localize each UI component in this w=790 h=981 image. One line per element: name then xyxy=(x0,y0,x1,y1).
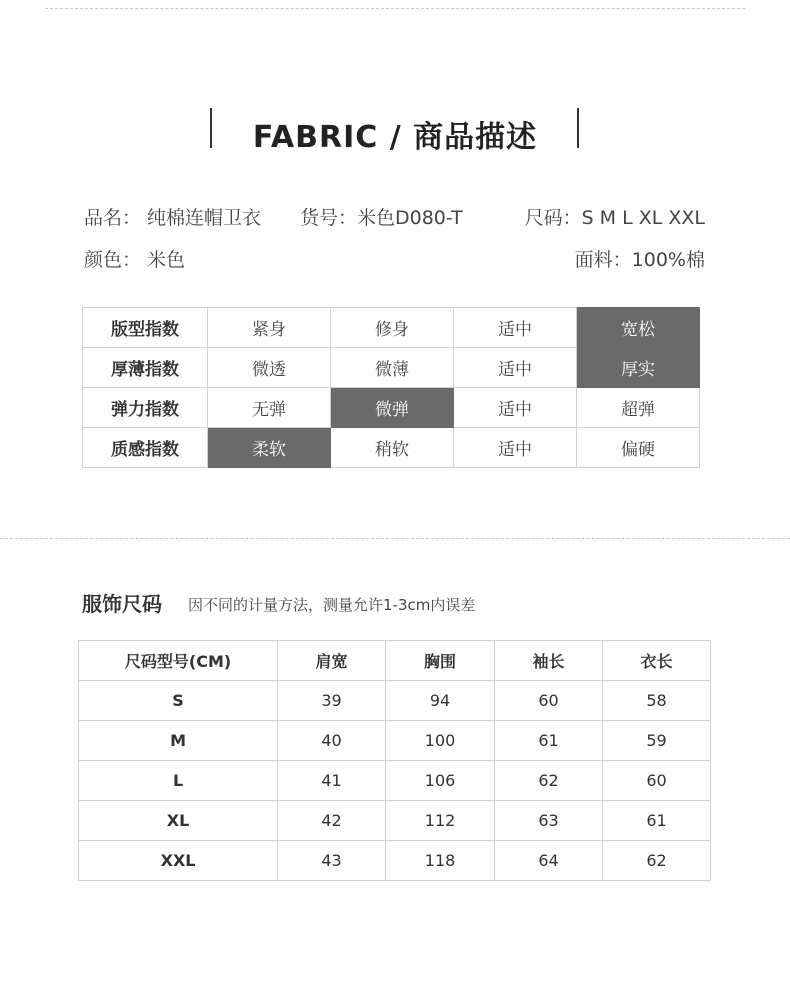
size-row xyxy=(79,841,711,881)
index-row-label: 质感指数 xyxy=(83,428,208,468)
index-option-selected: 微弹 xyxy=(331,388,454,428)
index-option: 适中 xyxy=(454,388,577,428)
middle-divider xyxy=(0,538,790,539)
size-value-cell: 100 xyxy=(386,721,495,761)
index-row xyxy=(83,308,700,348)
index-row-label: 厚薄指数 xyxy=(83,348,208,388)
size-value-cell: 41 xyxy=(278,761,386,801)
index-option-selected: 柔软 xyxy=(208,428,331,468)
size-label-cell: M xyxy=(79,721,278,761)
size-row xyxy=(79,801,711,841)
size-value-cell: 62 xyxy=(495,761,603,801)
index-row-label: 弹力指数 xyxy=(83,388,208,428)
section-title xyxy=(0,108,790,155)
size-value-cell: 61 xyxy=(495,721,603,761)
index-option: 适中 xyxy=(454,348,577,388)
size-label-cell: XL xyxy=(79,801,278,841)
index-option-selected: 宽松 xyxy=(577,308,700,348)
top-divider xyxy=(45,8,745,9)
index-row xyxy=(83,388,700,428)
size-section-title: 服饰尺码 xyxy=(82,592,162,616)
index-option-selected: 厚实 xyxy=(577,348,700,388)
index-option: 微透 xyxy=(208,348,331,388)
index-option: 无弹 xyxy=(208,388,331,428)
fit-index-table xyxy=(82,307,700,468)
size-value-cell: 112 xyxy=(386,801,495,841)
size-column-header: 袖长 xyxy=(495,641,603,681)
index-option: 修身 xyxy=(331,308,454,348)
size-value-cell: 62 xyxy=(603,841,711,881)
size-label-cell: L xyxy=(79,761,278,801)
size-column-header: 尺码型号(CM) xyxy=(79,641,278,681)
title-text: FABRIC / 商品描述 xyxy=(252,120,538,155)
index-option: 紧身 xyxy=(208,308,331,348)
size-label-cell: XXL xyxy=(79,841,278,881)
size-column-header: 胸围 xyxy=(386,641,495,681)
size-value-cell: 63 xyxy=(495,801,603,841)
product-color: 颜色： 米色 xyxy=(84,249,186,271)
index-option: 稍软 xyxy=(331,428,454,468)
size-value-cell: 64 xyxy=(495,841,603,881)
size-value-cell: 58 xyxy=(603,681,711,721)
size-value-cell: 118 xyxy=(386,841,495,881)
index-option: 适中 xyxy=(454,428,577,468)
size-column-header: 衣长 xyxy=(603,641,711,681)
size-chart-table xyxy=(78,640,711,881)
index-row xyxy=(83,348,700,388)
size-value-cell: 106 xyxy=(386,761,495,801)
size-value-cell: 42 xyxy=(278,801,386,841)
index-row-label: 版型指数 xyxy=(83,308,208,348)
index-option: 适中 xyxy=(454,308,577,348)
size-value-cell: 39 xyxy=(278,681,386,721)
item-number: 货号：米色D080-T xyxy=(300,207,463,229)
size-section-note: 因不同的计量方法，测量允许1-3cm内误差 xyxy=(188,596,476,614)
index-option: 微薄 xyxy=(331,348,454,388)
size-list: 尺码：S M L XL XXL xyxy=(524,207,705,229)
size-row xyxy=(79,721,711,761)
size-value-cell: 43 xyxy=(278,841,386,881)
index-option: 偏硬 xyxy=(577,428,700,468)
size-value-cell: 94 xyxy=(386,681,495,721)
size-value-cell: 59 xyxy=(603,721,711,761)
index-option: 超弹 xyxy=(577,388,700,428)
size-value-cell: 60 xyxy=(495,681,603,721)
size-column-header: 肩宽 xyxy=(278,641,386,681)
product-name: 品名： 纯棉连帽卫衣 xyxy=(84,207,262,229)
size-value-cell: 61 xyxy=(603,801,711,841)
fabric-material: 面料：100%棉 xyxy=(574,249,705,271)
index-row xyxy=(83,428,700,468)
size-row xyxy=(79,761,711,801)
size-row xyxy=(79,681,711,721)
title-right-bar xyxy=(577,108,579,148)
size-value-cell: 60 xyxy=(603,761,711,801)
size-value-cell: 40 xyxy=(278,721,386,761)
size-label-cell: S xyxy=(79,681,278,721)
